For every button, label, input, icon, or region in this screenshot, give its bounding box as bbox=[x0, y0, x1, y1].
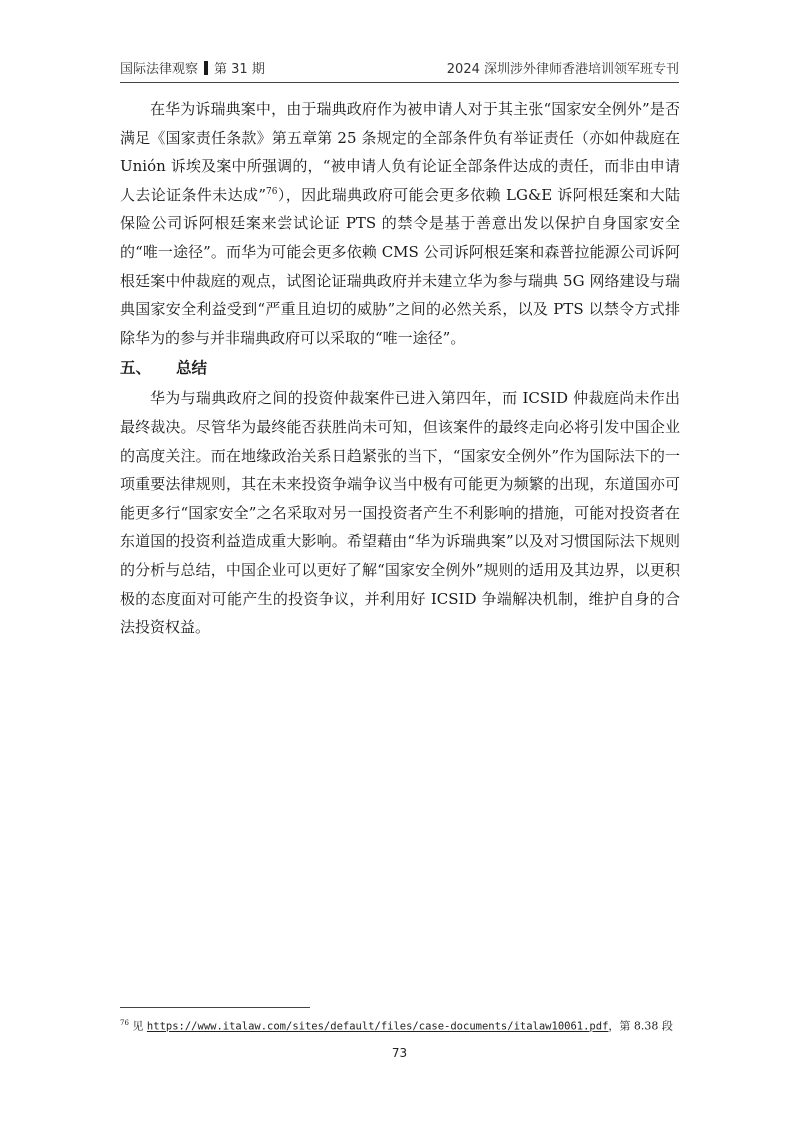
paragraph-1-continued: ），因此瑞典政府可能会更多依赖 LG&E 诉阿根廷案和大陆保险公司诉阿根廷案来尝试论证 PTS 的禁令是基于善意出发以保护自身国家安全的“唯一途径”。而华为可能会更多依赖 CMS 公司诉阿根廷案和森普拉能源公司诉阿根廷案中仲裁庭的观点，试图论证瑞典政府并未建立华为参与瑞典 5G 网络建设与瑞典国家安全利益受到“严重且迫切的威胁”之间的必然关系，以及 PTS 以禁令方式排除华为的参与并非瑞典政府可以采取的“唯一途径”。 bbox=[120, 185, 680, 347]
footnote-suffix: ，第 8.38 段 bbox=[608, 1019, 673, 1033]
section-title: 总结 bbox=[176, 359, 208, 378]
header-left bbox=[120, 58, 265, 77]
header-rule bbox=[120, 82, 679, 83]
paragraph-conclusion: 华为与瑞典政府之间的投资仲裁案件已进入第四年，而 ICSID 仲裁庭尚未作出最终裁决。尽管华为最终能否获胜尚未可知，但该案件的最终走向必将引发中国企业的高度关注。而在地缘政治关系日趋紧张的当下，“国家安全例外”作为国际法下的一项重要法律规则，其在未来投资争端争议当中极有可能更为频繁的出现，东道国亦可能更多行“国家安全”之名采取对另一国投资者产生不利影响的措施，可能对投资者在东道国的投资利益造成重大影响。希望藉由“华为诉瑞典案”以及对习惯国际法下规则的分析与总结，中国企业可以更好了解“国家安全例外”规则的适用及其边界，以更积极的态度面对可能产生的投资争议，并利用好 ICSID 争端解决机制，维护自身的合法投资权益。 bbox=[120, 389, 680, 637]
journal-name: 国际法律观察 bbox=[120, 62, 199, 77]
footnote-link[interactable]: https://www.italaw.com/sites/default/files/case-documents/italaw10061.pdf bbox=[146, 1020, 609, 1033]
issue-number: 第 31 期 bbox=[214, 62, 265, 77]
header-divider-bar bbox=[204, 61, 208, 75]
section-number: 五、 bbox=[120, 359, 152, 378]
special-issue-title: 2024 深圳涉外律师香港培训领军班专刊 bbox=[446, 62, 679, 77]
page-header bbox=[120, 58, 679, 80]
page-number: 73 bbox=[391, 1046, 408, 1060]
footnote-76 bbox=[120, 1015, 700, 1035]
paragraph-1-text: 在华为诉瑞典案中，由于瑞典政府作为被申请人对于其主张“国家安全例外”是否满足《国家责任条款》第五章第 25 条规定的全部条件负有举证责任（亦如仲裁庭在 Unión 诉埃及案中所强调的，“被申请人负有论证全部条件达成的责任，而非由申请人去论证条件未达成” bbox=[120, 100, 680, 204]
footnote-ref-76[interactable]: 76 bbox=[266, 186, 278, 197]
footnote-marker: 76 bbox=[120, 1019, 129, 1027]
section-heading bbox=[120, 352, 680, 384]
body-text bbox=[120, 95, 680, 642]
footnote-rule bbox=[120, 1007, 310, 1008]
footnote-prefix: 见 bbox=[128, 1019, 147, 1033]
paragraph-huawei-case bbox=[120, 95, 680, 352]
